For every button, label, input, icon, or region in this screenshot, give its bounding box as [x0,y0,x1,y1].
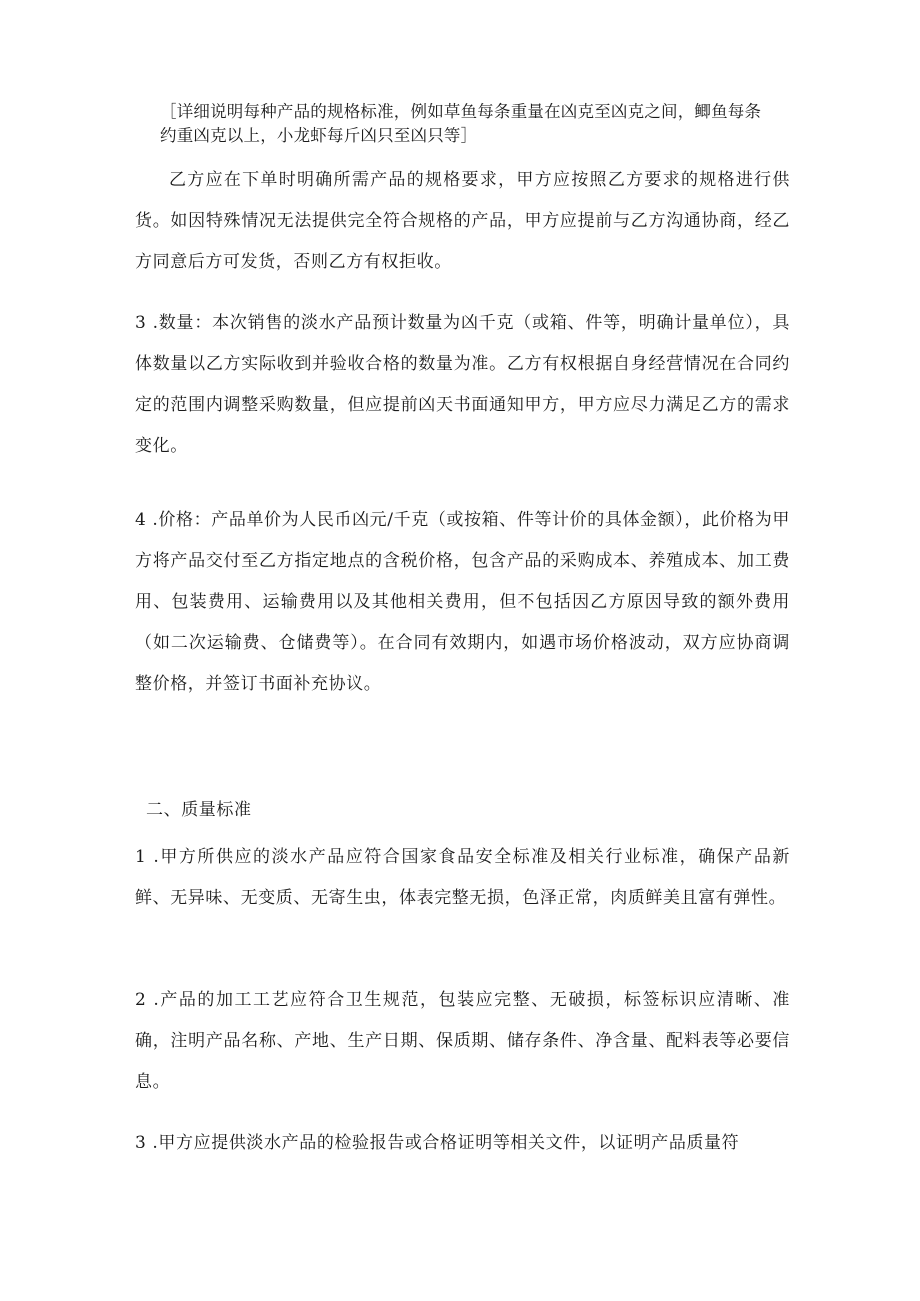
quantity-clause: 3 .数量：本次销售的淡水产品预计数量为凶千克（或箱、件等，明确计量单位），具体数量以乙方实际收到并验收合格的数量为准。乙方有权根据自身经营情况在合同约定的范围内调整采购数量，但应提前凶天书面通知甲方，甲方应尽力满足乙方的需求变化。 [135,313,790,456]
quality-clause-2: 2 .产品的加工工艺应符合卫生规范，包装应完整、无破损，标签标识应清晰、准确，注明产品名称、产地、生产日期、保质期、储存条件、净含量、配料表等必要信息。 [135,990,790,1092]
spec-requirement-paragraph: 乙方应在下单时明确所需产品的规格要求，甲方应按照乙方要求的规格进行供货。如因特殊情况无法提供完全符合规格的产品，甲方应提前与乙方沟通协商，经乙方同意后方可发货，否则乙方有权拒收。 [135,170,790,272]
quality-clause-3: 3 .甲方应提供淡水产品的检验报告或合格证明等相关文件，以证明产品质量符 [135,1133,740,1153]
quality-clause-1: 1 .甲方所供应的淡水产品应符合国家食品安全标准及相关行业标准，确保产品新鲜、无异味、无变质、无寄生虫，体表完整无损，色泽正常，肉质鲜美且富有弹性。 [135,847,790,908]
section-heading-quality: 二、质量标准 [146,800,252,820]
price-clause: 4 .价格：产品单价为人民币凶元/千克（或按箱、件等计价的具体金额），此价格为甲方将产品交付至乙方指定地点的含税价格，包含产品的采购成本、养殖成本、加工费用、包装费用、运输费用以及其他相关费用，但不包括因乙方原因导致的额外费用（如二次运输费、仓储费等）。在合同有效期内，如遇市场价格波动，双方应协商调整价格，并签订书面补充协议。 [135,510,790,694]
specification-note: ［详细说明每种产品的规格标准，例如草鱼每条重量在凶克至凶克之间，鲫鱼每条约重凶克以上，小龙虾每斤凶只至凶只等］ [160,102,762,145]
